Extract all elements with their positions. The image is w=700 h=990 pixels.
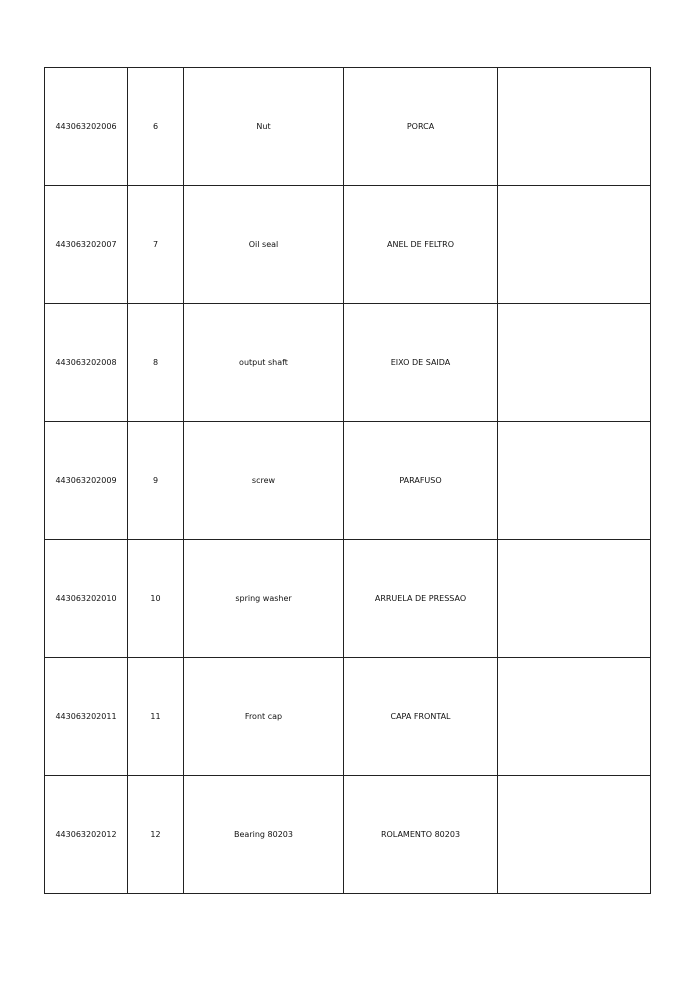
- remark-cell: [498, 186, 651, 304]
- part-code-cell: 443063202012: [45, 776, 128, 894]
- remark-cell: [498, 422, 651, 540]
- table-row: [45, 776, 651, 894]
- parts-table: [44, 67, 651, 894]
- table-row: [45, 658, 651, 776]
- item-number-cell: 10: [128, 540, 184, 658]
- english-name-cell: screw: [184, 422, 344, 540]
- table-row: [45, 186, 651, 304]
- portuguese-name-cell: ARRUELA DE PRESSAO: [344, 540, 498, 658]
- item-number-cell: 7: [128, 186, 184, 304]
- table-row: [45, 68, 651, 186]
- part-code-cell: 443063202010: [45, 540, 128, 658]
- table-row: [45, 540, 651, 658]
- portuguese-name-cell: EIXO DE SAIDA: [344, 304, 498, 422]
- part-code-cell: 443063202006: [45, 68, 128, 186]
- part-code-cell: 443063202009: [45, 422, 128, 540]
- english-name-cell: spring washer: [184, 540, 344, 658]
- english-name-cell: Nut: [184, 68, 344, 186]
- portuguese-name-cell: ROLAMENTO 80203: [344, 776, 498, 894]
- part-code-cell: 443063202011: [45, 658, 128, 776]
- part-code-cell: 443063202008: [45, 304, 128, 422]
- item-number-cell: 8: [128, 304, 184, 422]
- english-name-cell: Front cap: [184, 658, 344, 776]
- english-name-cell: Oil seal: [184, 186, 344, 304]
- english-name-cell: output shaft: [184, 304, 344, 422]
- english-name-cell: Bearing 80203: [184, 776, 344, 894]
- parts-table-body: [45, 68, 651, 894]
- remark-cell: [498, 68, 651, 186]
- remark-cell: [498, 540, 651, 658]
- portuguese-name-cell: PARAFUSO: [344, 422, 498, 540]
- part-code-cell: 443063202007: [45, 186, 128, 304]
- table-row: [45, 304, 651, 422]
- item-number-cell: 11: [128, 658, 184, 776]
- portuguese-name-cell: CAPA FRONTAL: [344, 658, 498, 776]
- item-number-cell: 12: [128, 776, 184, 894]
- portuguese-name-cell: ANEL DE FELTRO: [344, 186, 498, 304]
- portuguese-name-cell: PORCA: [344, 68, 498, 186]
- item-number-cell: 6: [128, 68, 184, 186]
- item-number-cell: 9: [128, 422, 184, 540]
- table-row: [45, 422, 651, 540]
- remark-cell: [498, 304, 651, 422]
- remark-cell: [498, 776, 651, 894]
- remark-cell: [498, 658, 651, 776]
